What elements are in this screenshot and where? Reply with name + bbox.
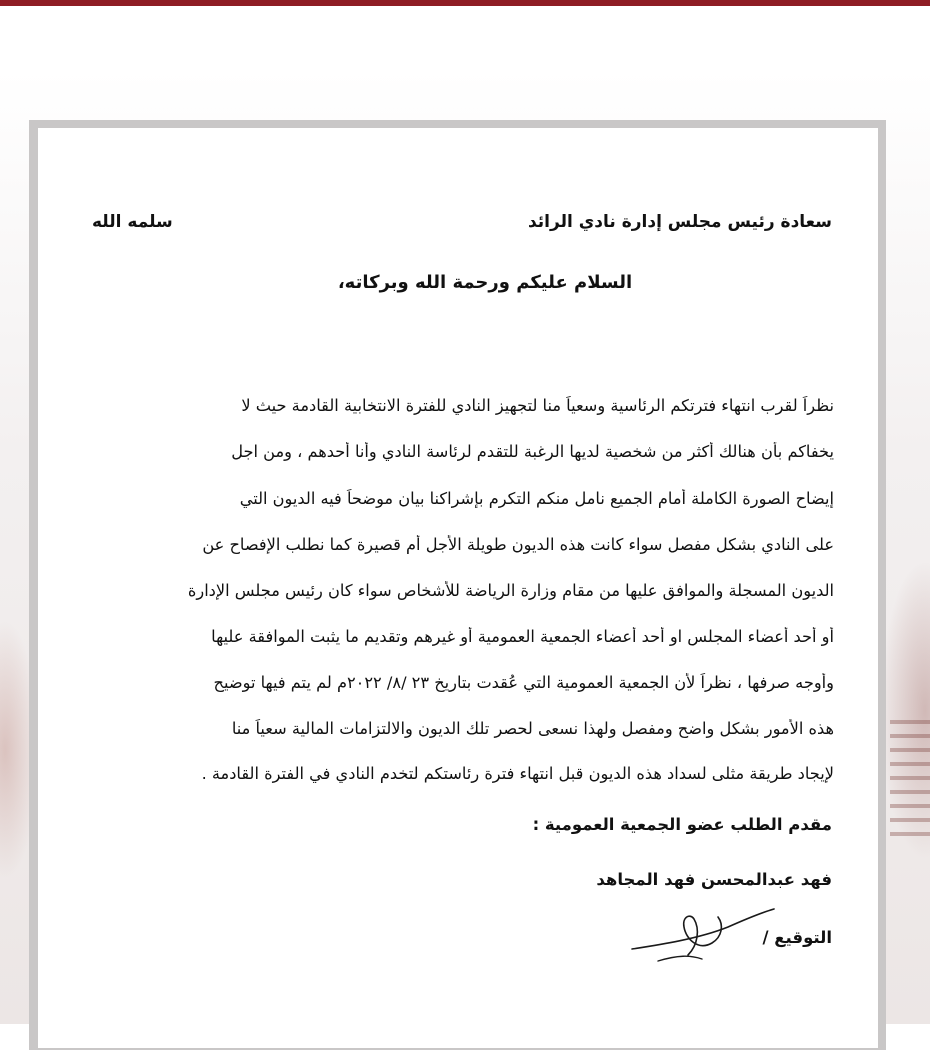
signature-label: التوقيع /	[762, 928, 832, 947]
background-stadium-seats	[890, 720, 930, 840]
letter-body-line: أو أحد أعضاء المجلس او أحد أعضاء الجمعية العمومية أو غيرهم وتقديم ما يثبت الموافقة عليها	[211, 627, 834, 646]
letter-body-line: يخفاكم بأن هنالك أكثر من شخصية لديها الرغبة للتقدم لرئاسة النادي وأنا أحدهم ، ومن اجل	[231, 442, 834, 461]
submitter-name: فهد عبدالمحسن فهد المجاهد	[596, 870, 832, 889]
top-accent-bar	[0, 0, 930, 6]
letter-body-line: إيضاح الصورة الكاملة أمام الجميع نامل منكم التكرم بإشراكنا بيان موضحاً فيه الديون التي	[239, 489, 834, 508]
submitter-label: مقدم الطلب عضو الجمعية العمومية :	[532, 815, 832, 834]
letter-addressee: سعادة رئيس مجلس إدارة نادي الرائد	[527, 212, 832, 232]
letter-greeting: السلام عليكم ورحمة الله وبركاته،	[337, 272, 633, 293]
letter-blessing: سلمه الله	[92, 212, 173, 232]
handwritten-signature	[628, 905, 778, 965]
letter-body-line: وأوجه صرفها ، نظراً لأن الجمعية العمومية التي عُقدت بتاريخ ٢٣ /٨/ ٢٠٢٢م لم يتم فيها توضيح	[213, 673, 834, 692]
letter-body-line: هذه الأمور بشكل واضح ومفصل ولهذا نسعى لحصر تلك الديون والالتزامات المالية سعياً منا	[231, 719, 834, 738]
letter-body-line: نظراً لقرب انتهاء فترتكم الرئاسية وسعياً منا لتجهيز النادي للفترة الانتخابية القادمة حيث لا	[241, 396, 834, 415]
letter-body-line: الديون المسجلة والموافق عليها من مقام وزارة الرياضة للأشخاص سواء كان رئيس مجلس الإدارة	[187, 581, 834, 600]
letter-body-line: لإيجاد طريقة مثلى لسداد هذه الديون قبل انتهاء فترة رئاستكم لتخدم النادي في الفترة القادمة .	[201, 764, 834, 783]
letter-body-line: على النادي بشكل مفصل سواء كانت هذه الديون طويلة الأجل أم قصيرة كما نطلب الإفصاح عن	[202, 535, 834, 554]
